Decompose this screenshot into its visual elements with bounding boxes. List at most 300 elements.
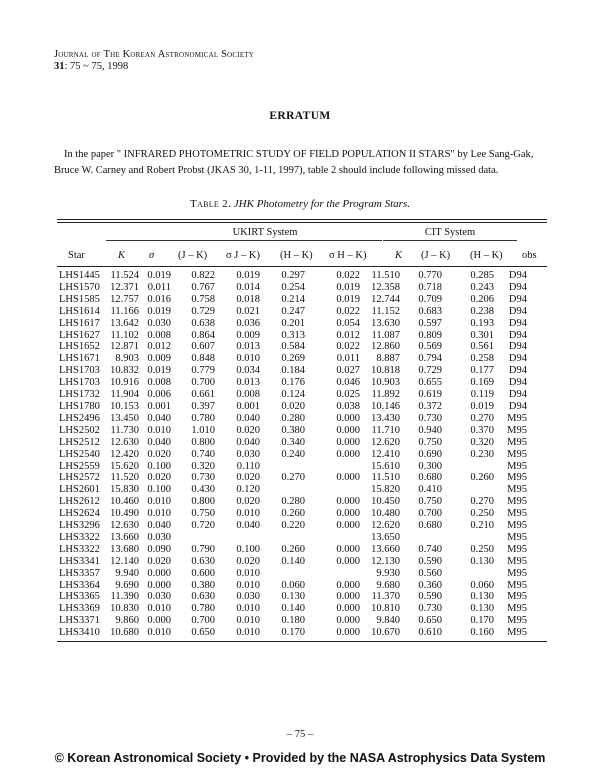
table-cell: 0.270: [281, 472, 305, 484]
col-header-sigma-jk: σ J – K): [226, 250, 260, 261]
table-cell: 10.450: [371, 496, 400, 508]
table-cell: LHS2612: [59, 496, 100, 508]
table-cell: 0.758: [191, 293, 215, 305]
table-cell: 11.710: [371, 424, 400, 436]
table-cell: 0.100: [147, 460, 171, 472]
col-header-cit-k: K: [395, 250, 403, 261]
table-cell: LHS2502: [59, 424, 100, 436]
table-row: [57, 306, 527, 318]
table-cell: 11.390: [110, 591, 139, 603]
table-cell: M95: [507, 496, 527, 508]
table-cell: 0.780: [191, 603, 215, 615]
table-cell: 0.000: [336, 496, 360, 508]
col-header-sigma: σ: [149, 250, 155, 261]
table-cell: 12.620: [371, 436, 400, 448]
table-cell: 0.750: [191, 508, 215, 520]
table-cell: 0.000: [336, 472, 360, 484]
table-row: [57, 413, 527, 425]
journal-pages: : 75 ~ 75, 1998: [64, 61, 129, 72]
table-cell: 0.590: [418, 555, 442, 567]
table-cell: 0.124: [281, 389, 305, 401]
table-cell: M95: [507, 424, 527, 436]
table-cell: 0.130: [470, 603, 494, 615]
table-cell: 0.243: [470, 281, 494, 293]
table-cell: 0.000: [336, 448, 360, 460]
table-cell: 0.683: [418, 305, 442, 317]
table-cell: 0.680: [418, 472, 442, 484]
col-header-star: Star: [68, 250, 85, 261]
table-caption-label: Table 2.: [190, 198, 232, 210]
table-cell: 9.690: [115, 579, 139, 591]
table-cell: 0.014: [236, 281, 260, 293]
table-cell: 0.750: [418, 436, 442, 448]
table-cell: LHS1652: [59, 341, 100, 353]
table-cell: 10.903: [371, 377, 400, 389]
table-cell: 10.818: [371, 365, 400, 377]
table-cell: 13.660: [371, 543, 400, 555]
table-cell: 0.700: [191, 377, 215, 389]
table-cell: 0.022: [336, 305, 360, 317]
table-cell: 0.270: [470, 496, 494, 508]
footer-credit: © Korean Astronomical Society • Provided by the NASA Astrophysics Data System: [54, 751, 546, 765]
table-cell: 0.270: [470, 412, 494, 424]
table-cell: 0.008: [147, 377, 171, 389]
table-cell: 0.010: [147, 627, 171, 639]
table-cell: [400, 532, 442, 544]
col-header-cit-jk: (J – K): [421, 250, 451, 261]
table-cell: 0.280: [281, 412, 305, 424]
table-cell: 0.597: [418, 317, 442, 329]
table-cell: 0.661: [191, 389, 215, 401]
table-cell: 0.210: [470, 520, 494, 532]
table-cell: 13.650: [371, 531, 400, 543]
table-cell: 0.020: [147, 472, 171, 484]
table-row: [57, 496, 527, 508]
table-cell: LHS1445: [59, 270, 100, 281]
table-cell: 0.022: [336, 341, 360, 353]
table-cell: 0.320: [470, 436, 494, 448]
table-row: [57, 532, 527, 544]
table-cell: LHS2512: [59, 436, 100, 448]
table-cell: 0.040: [147, 436, 171, 448]
journal-volume: 31: [54, 61, 65, 72]
table-cell: 0.430: [191, 484, 215, 496]
table-cell: 0.372: [418, 400, 442, 412]
table-cell: 0.090: [147, 543, 171, 555]
table-cell: 0.030: [147, 317, 171, 329]
table-cell: 0.822: [191, 270, 215, 281]
table-cell: 11.152: [371, 305, 400, 317]
table-cell: 0.301: [470, 329, 494, 341]
table-cell: 0.030: [147, 591, 171, 603]
table-cell: 10.146: [371, 400, 400, 412]
table-cell: 13.642: [110, 317, 139, 329]
table-cell: 0.630: [191, 555, 215, 567]
table-cell: 0.000: [147, 567, 171, 579]
table-cell: LHS2601: [59, 484, 100, 496]
table-cell: D94: [508, 389, 527, 401]
table-cell: 15.610: [371, 460, 400, 472]
table-cell: 0.011: [147, 281, 171, 293]
table-cell: 0.030: [236, 591, 260, 603]
table-cell: M95: [507, 627, 527, 639]
table-cell: [171, 532, 215, 544]
table-cell: 0.000: [147, 615, 171, 627]
table-cell: 0.260: [470, 472, 494, 484]
table-cell: 9.940: [115, 567, 139, 579]
table-cell: 0.046: [336, 377, 360, 389]
table-cell: 12.744: [371, 293, 400, 305]
table-cell: 0.240: [281, 448, 305, 460]
col-header-sigma-hk: σ H – K): [329, 250, 367, 261]
table-cell: 0.254: [281, 281, 305, 293]
table-cell: 0.009: [236, 329, 260, 341]
cit-group-label: CIT System: [424, 227, 476, 238]
table-cell: 0.010: [236, 615, 260, 627]
table-cell: M95: [507, 508, 527, 520]
table-cell: [260, 532, 305, 544]
table-cell: 0.300: [418, 460, 442, 472]
table-cell: 0.619: [418, 389, 442, 401]
table-cell: LHS1627: [59, 329, 100, 341]
table-cell: 13.660: [110, 531, 139, 543]
table-row: [57, 556, 527, 568]
table-cell: 11.524: [110, 270, 139, 281]
table-cell: 0.000: [336, 520, 360, 532]
table-cell: 11.102: [110, 329, 139, 341]
table-cell: 0.590: [418, 591, 442, 603]
table-cell: 0.000: [336, 555, 360, 567]
table-cell: 12.630: [110, 436, 139, 448]
table-cell: 0.000: [336, 603, 360, 615]
table-cell: 0.010: [147, 424, 171, 436]
table-cell: 0.258: [470, 353, 494, 365]
table-cell: 12.358: [371, 281, 400, 293]
table-cell: 0.680: [418, 520, 442, 532]
table-cell: [442, 484, 494, 496]
table-cell: D94: [508, 377, 527, 389]
table-cell: 10.830: [110, 603, 139, 615]
table-row: [57, 472, 527, 484]
table-row: [57, 401, 527, 413]
ukirt-group-rule: [106, 240, 382, 241]
table-caption: [0, 198, 600, 210]
table-row: [57, 365, 527, 377]
table-cell: 0.170: [470, 615, 494, 627]
table-cell: 0.010: [236, 627, 260, 639]
table-cell: 0.193: [470, 317, 494, 329]
table-cell: M95: [507, 603, 527, 615]
table-header-rule: [57, 266, 547, 267]
table-cell: 0.250: [470, 508, 494, 520]
table-cell: 0.800: [191, 496, 215, 508]
table-cell: 0.008: [147, 329, 171, 341]
table-cell: 0.794: [418, 353, 442, 365]
table-cell: 0.000: [336, 543, 360, 555]
table-cell: 0.700: [418, 508, 442, 520]
table-row: [57, 484, 527, 496]
table-cell: 0.019: [147, 305, 171, 317]
table-cell: 0.009: [147, 353, 171, 365]
table-cell: 0.020: [236, 472, 260, 484]
table-cell: D94: [508, 365, 527, 377]
table-cell: M95: [507, 520, 527, 532]
table-cell: 0.010: [147, 496, 171, 508]
table-cell: [215, 532, 260, 544]
table-cell: 9.930: [376, 567, 400, 579]
table-cell: 13.630: [371, 317, 400, 329]
table-cell: 0.397: [191, 400, 215, 412]
table-cell: 12.130: [371, 555, 400, 567]
table-cell: 9.680: [376, 579, 400, 591]
table-cell: 0.000: [336, 615, 360, 627]
table-cell: M95: [507, 412, 527, 424]
table-cell: 0.709: [418, 293, 442, 305]
table-cell: D94: [508, 341, 527, 353]
journal-header: [54, 49, 254, 73]
table-cell: 0.214: [281, 293, 305, 305]
table-cell: 0.008: [236, 389, 260, 401]
journal-name: Journal of The Korean Astronomical Society: [54, 49, 255, 60]
table-cell: 0.809: [418, 329, 442, 341]
table-cell: 0.010: [236, 567, 260, 579]
table-cell: 0.020: [236, 555, 260, 567]
table-cell: 12.871: [110, 341, 139, 353]
table-cell: 10.153: [110, 400, 139, 412]
table-cell: 0.285: [470, 270, 494, 281]
table-cell: 0.180: [281, 615, 305, 627]
table-cell: 0.034: [236, 365, 260, 377]
table-cell: 0.000: [336, 579, 360, 591]
table-cell: 0.000: [336, 627, 360, 639]
table-cell: 0.040: [236, 436, 260, 448]
table-cell: 0.013: [236, 377, 260, 389]
table-cell: 0.247: [281, 305, 305, 317]
table-cell: 0.130: [281, 591, 305, 603]
table-cell: [442, 532, 494, 544]
table-cell: LHS2496: [59, 412, 100, 424]
table-cell: 0.848: [191, 353, 215, 365]
table-cell: LHS1614: [59, 305, 100, 317]
table-cell: [305, 484, 360, 496]
table-cell: 0.250: [470, 543, 494, 555]
table-cell: 11.510: [371, 270, 400, 281]
table-cell: 0.130: [470, 591, 494, 603]
table-cell: 0.025: [336, 389, 360, 401]
table-cell: 0.100: [147, 484, 171, 496]
table-cell: 11.904: [110, 389, 139, 401]
table-cell: 0.767: [191, 281, 215, 293]
table-cell: 0.000: [336, 424, 360, 436]
table-cell: 12.630: [110, 520, 139, 532]
table-cell: 10.832: [110, 365, 139, 377]
table-cell: 0.720: [191, 520, 215, 532]
table-cell: LHS2540: [59, 448, 100, 460]
col-header-cit-hk: (H – K): [470, 250, 503, 261]
table-cell: 0.169: [470, 377, 494, 389]
table-cell: LHS3364: [59, 579, 100, 591]
table-cell: 13.450: [110, 412, 139, 424]
table-cell: LHS2559: [59, 460, 100, 472]
table-cell: LHS3410: [59, 627, 100, 639]
table-cell: 0.700: [191, 615, 215, 627]
table-cell: 0.560: [418, 567, 442, 579]
table-cell: D94: [508, 293, 527, 305]
table-cell: 11.510: [371, 472, 400, 484]
table-cell: 0.238: [470, 305, 494, 317]
table-cell: 0.380: [281, 424, 305, 436]
table-cell: 0.610: [418, 627, 442, 639]
table-row: [57, 341, 527, 353]
table-cell: 11.730: [110, 424, 139, 436]
table-cell: 11.370: [371, 591, 400, 603]
table-cell: 0.020: [147, 448, 171, 460]
erratum-heading: ERRATUM: [269, 110, 331, 122]
table-row: [57, 508, 527, 520]
col-header-obs: obs: [522, 250, 537, 261]
table-cell: [260, 568, 305, 580]
table-cell: LHS1780: [59, 400, 100, 412]
table-cell: M95: [507, 579, 527, 591]
table-cell: 0.730: [191, 472, 215, 484]
table-caption-text: JHK Photometry for the Program Stars.: [233, 198, 410, 210]
table-cell: 0.027: [336, 365, 360, 377]
table-cell: 0.206: [470, 293, 494, 305]
table-cell: 0.019: [470, 400, 494, 412]
table-cell: 0.040: [236, 412, 260, 424]
table-row: [57, 377, 527, 389]
table-cell: 0.770: [418, 270, 442, 281]
table-cell: 12.757: [110, 293, 139, 305]
table-cell: 11.166: [110, 305, 139, 317]
table-cell: 0.220: [281, 520, 305, 532]
table-cell: 0.119: [470, 389, 494, 401]
table-cell: 0.001: [236, 400, 260, 412]
table-cell: 12.140: [110, 555, 139, 567]
table-cell: 11.892: [371, 389, 400, 401]
table-cell: 0.230: [470, 448, 494, 460]
table-cell: 1.010: [191, 424, 215, 436]
table-cell: 0.780: [191, 412, 215, 424]
table-cell: 0.280: [281, 496, 305, 508]
table-row: [57, 282, 527, 294]
table-row: [57, 591, 527, 603]
table-row: [57, 627, 527, 639]
table-cell: 0.740: [418, 543, 442, 555]
table-cell: 0.040: [147, 520, 171, 532]
table-cell: 0.021: [236, 305, 260, 317]
table-cell: 0.020: [236, 424, 260, 436]
table-cell: 0.040: [236, 520, 260, 532]
table-cell: 0.006: [147, 389, 171, 401]
table-cell: 0.010: [147, 603, 171, 615]
col-header-jk: (J – K): [178, 250, 208, 261]
table-cell: 0.638: [191, 317, 215, 329]
table-row: [57, 615, 527, 627]
table-cell: 12.620: [371, 520, 400, 532]
table-cell: LHS1570: [59, 281, 100, 293]
table-row: [57, 318, 527, 330]
table-cell: 11.520: [110, 472, 139, 484]
table-cell: 0.297: [281, 270, 305, 281]
table-cell: 0.650: [191, 627, 215, 639]
table-cell: 13.680: [110, 543, 139, 555]
table-cell: M95: [507, 448, 527, 460]
table-cell: 0.176: [281, 377, 305, 389]
page-number: – 75 –: [286, 729, 314, 740]
table-cell: 10.460: [110, 496, 139, 508]
table-cell: 0.020: [281, 400, 305, 412]
table-cell: 0.320: [191, 460, 215, 472]
table-cell: 9.840: [376, 615, 400, 627]
table-cell: 0.561: [470, 341, 494, 353]
journal-volume-line: [54, 61, 254, 73]
table-cell: 8.887: [376, 353, 400, 365]
table-cell: LHS1703: [59, 377, 100, 389]
table-cell: 0.000: [336, 412, 360, 424]
table-cell: 0.607: [191, 341, 215, 353]
table-cell: D94: [508, 281, 527, 293]
table-cell: LHS3322: [59, 531, 100, 543]
table-row: [57, 389, 527, 401]
table-cell: 0.730: [418, 603, 442, 615]
table-cell: 0.690: [418, 448, 442, 460]
table-row: [57, 294, 527, 306]
table-cell: 0.140: [281, 603, 305, 615]
table-cell: 0.260: [281, 508, 305, 520]
table-cell: 0.011: [336, 353, 360, 365]
table-cell: M95: [507, 591, 527, 603]
table-cell: LHS1585: [59, 293, 100, 305]
table-cell: LHS3369: [59, 603, 100, 615]
table-cell: 0.010: [236, 508, 260, 520]
table-cell: 0.000: [336, 436, 360, 448]
table-cell: 10.810: [371, 603, 400, 615]
table-cell: 0.569: [418, 341, 442, 353]
table-cell: 0.269: [281, 353, 305, 365]
table-row: [57, 580, 527, 592]
table-cell: D94: [508, 400, 527, 412]
table-cell: 10.670: [371, 627, 400, 639]
table-cell: M95: [507, 615, 527, 627]
table-cell: 0.130: [470, 555, 494, 567]
table-cell: LHS1732: [59, 389, 100, 401]
table-cell: 15.820: [371, 484, 400, 496]
table-cell: 0.012: [147, 341, 171, 353]
table-cell: LHS2572: [59, 472, 100, 484]
table-row: [57, 425, 527, 437]
table-cell: 0.655: [418, 377, 442, 389]
table-cell: 10.490: [110, 508, 139, 520]
table-cell: 13.430: [371, 412, 400, 424]
table-cell: 12.420: [110, 448, 139, 460]
table-cell: M95: [507, 472, 527, 484]
table-row: [57, 520, 527, 532]
table-cell: M95: [507, 567, 527, 579]
table-cell: 0.370: [470, 424, 494, 436]
table-cell: 0.012: [336, 329, 360, 341]
table-bottom-rule: [57, 641, 547, 642]
table-cell: [260, 484, 305, 496]
table-cell: D94: [508, 305, 527, 317]
table-cell: 0.600: [191, 567, 215, 579]
table-cell: 0.019: [236, 270, 260, 281]
table-cell: 0.016: [147, 293, 171, 305]
table-cell: D94: [508, 270, 527, 281]
table-cell: 0.864: [191, 329, 215, 341]
table-row: [57, 461, 527, 473]
table-cell: 0.030: [236, 448, 260, 460]
